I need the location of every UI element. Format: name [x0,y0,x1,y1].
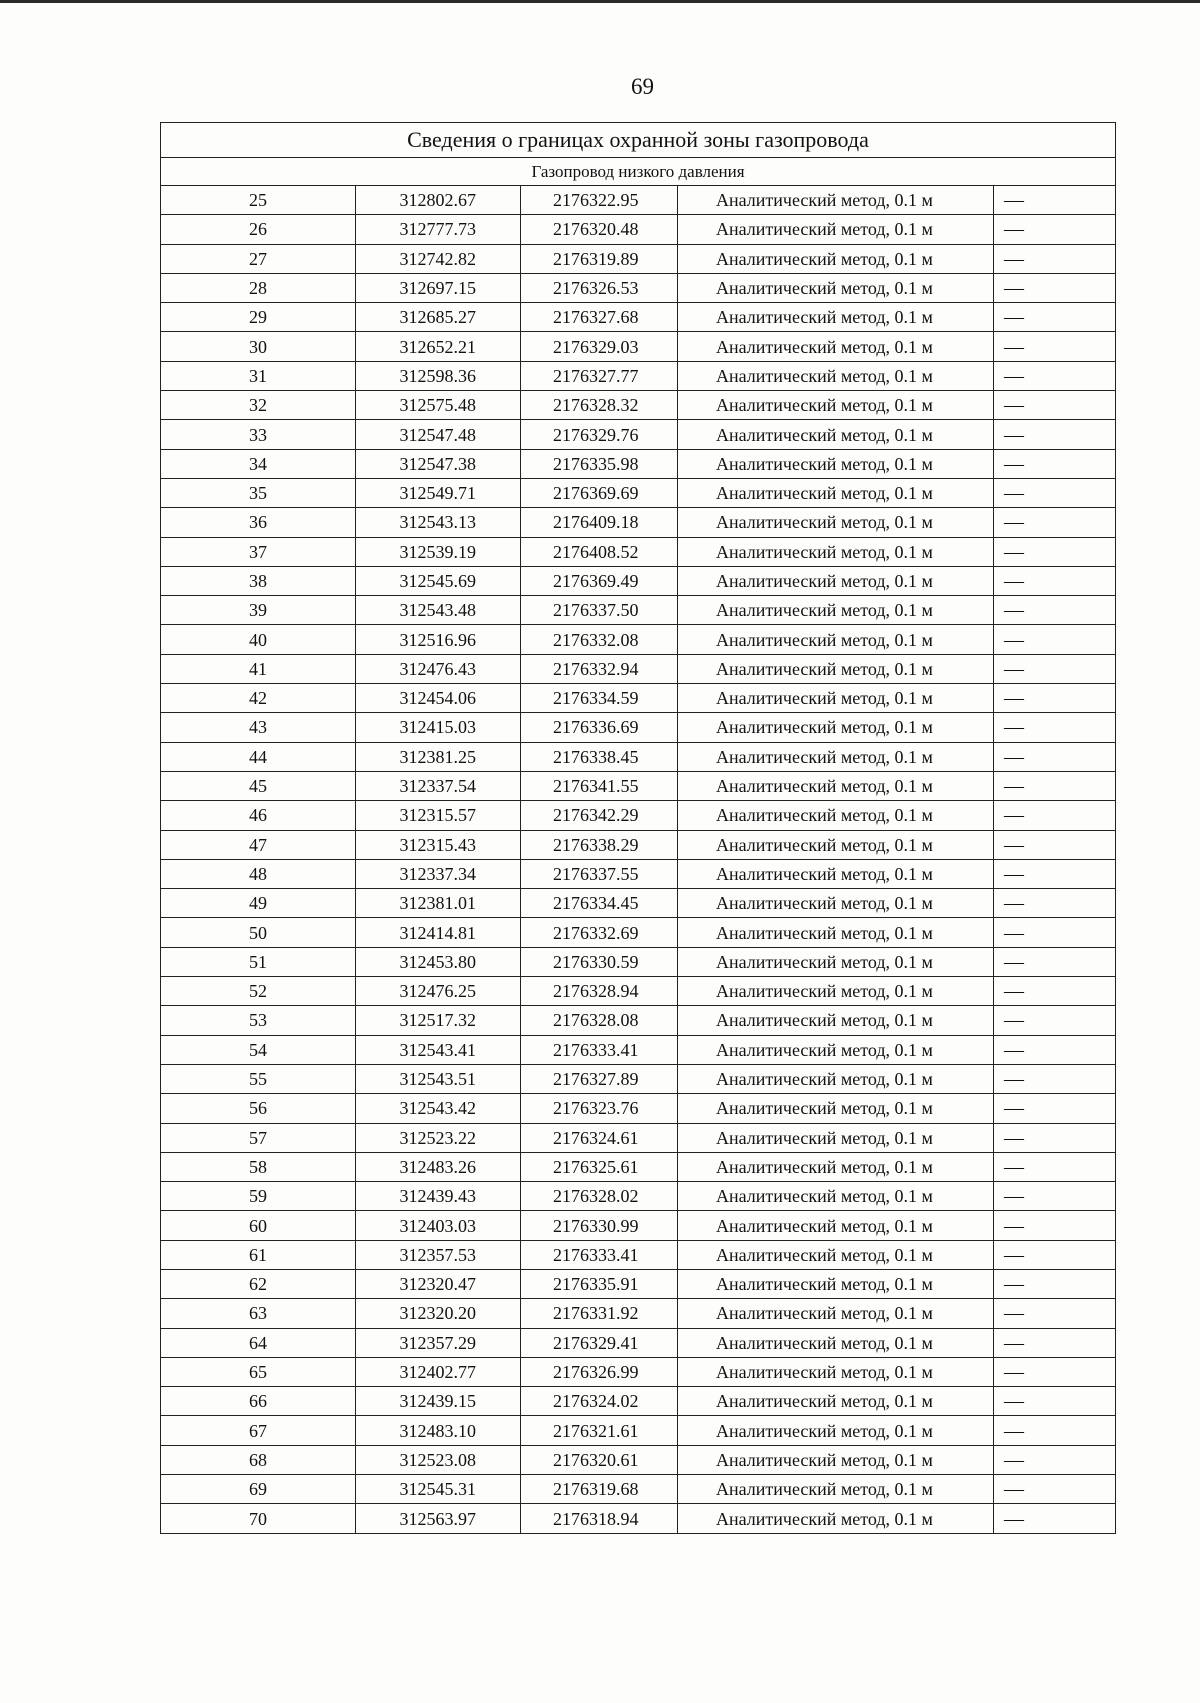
method-cell: Аналитический метод, 0.1 м [678,244,994,273]
coordinate-x-cell: 312454.06 [356,684,521,713]
coordinate-x-cell: 312483.10 [356,1416,521,1445]
description-cell: — [994,215,1116,244]
table-row [161,566,1116,595]
description-cell: — [994,566,1116,595]
coordinate-y-cell: 2176321.61 [521,1416,678,1445]
coordinate-x-cell: 312357.53 [356,1240,521,1269]
table-subtitle-row [161,158,1116,186]
table-row [161,1387,1116,1416]
method-cell: Аналитический метод, 0.1 м [678,1035,994,1064]
coordinate-y-cell: 2176337.55 [521,859,678,888]
coordinate-y-cell: 2176328.08 [521,1006,678,1035]
table-row [161,1094,1116,1123]
description-cell: — [994,1416,1116,1445]
protection-zone-table [160,122,1116,1534]
method-cell: Аналитический метод, 0.1 м [678,918,994,947]
coordinate-x-cell: 312543.13 [356,508,521,537]
coordinate-x-cell: 312545.31 [356,1475,521,1504]
coordinate-x-cell: 312523.08 [356,1445,521,1474]
coordinate-x-cell: 312381.01 [356,889,521,918]
coordinate-y-cell: 2176326.99 [521,1357,678,1386]
coordinate-y-cell: 2176332.94 [521,654,678,683]
coordinate-x-cell: 312337.54 [356,771,521,800]
method-cell: Аналитический метод, 0.1 м [678,449,994,478]
point-number-cell: 36 [161,508,356,537]
table-row [161,1445,1116,1474]
description-cell: — [994,977,1116,1006]
table-row [161,1475,1116,1504]
coordinate-x-cell: 312545.69 [356,566,521,595]
table-row [161,654,1116,683]
description-cell: — [994,1299,1116,1328]
table-row [161,361,1116,390]
method-cell: Аналитический метод, 0.1 м [678,420,994,449]
coordinate-y-cell: 2176333.41 [521,1240,678,1269]
method-cell: Аналитический метод, 0.1 м [678,1299,994,1328]
coordinate-x-cell: 312381.25 [356,742,521,771]
table-row [161,1035,1116,1064]
point-number-cell: 63 [161,1299,356,1328]
method-cell: Аналитический метод, 0.1 м [678,889,994,918]
coordinate-y-cell: 2176320.61 [521,1445,678,1474]
point-number-cell: 53 [161,1006,356,1035]
description-cell: — [994,947,1116,976]
coordinate-x-cell: 312483.26 [356,1152,521,1181]
table-row [161,859,1116,888]
coordinate-y-cell: 2176341.55 [521,771,678,800]
point-number-cell: 44 [161,742,356,771]
table-row [161,1240,1116,1269]
method-cell: Аналитический метод, 0.1 м [678,1475,994,1504]
coordinate-x-cell: 312685.27 [356,303,521,332]
coordinate-y-cell: 2176335.98 [521,449,678,478]
point-number-cell: 30 [161,332,356,361]
table-row [161,713,1116,742]
table-row [161,1328,1116,1357]
description-cell: — [994,801,1116,830]
point-number-cell: 34 [161,449,356,478]
table-row [161,1504,1116,1533]
table-row [161,771,1116,800]
point-number-cell: 61 [161,1240,356,1269]
coordinate-x-cell: 312547.38 [356,449,521,478]
method-cell: Аналитический метод, 0.1 м [678,801,994,830]
coordinate-y-cell: 2176329.03 [521,332,678,361]
point-number-cell: 59 [161,1182,356,1211]
coordinate-x-cell: 312598.36 [356,361,521,390]
coordinate-y-cell: 2176324.02 [521,1387,678,1416]
table-row [161,1357,1116,1386]
coordinate-x-cell: 312320.20 [356,1299,521,1328]
point-number-cell: 62 [161,1269,356,1298]
table-row [161,1006,1116,1035]
description-cell: — [994,537,1116,566]
coordinate-y-cell: 2176320.48 [521,215,678,244]
table-row [161,1269,1116,1298]
description-cell: — [994,303,1116,332]
point-number-cell: 32 [161,391,356,420]
method-cell: Аналитический метод, 0.1 м [678,977,994,1006]
method-cell: Аналитический метод, 0.1 м [678,771,994,800]
table-row [161,684,1116,713]
coordinate-y-cell: 2176332.69 [521,918,678,947]
table-row [161,508,1116,537]
table-row [161,186,1116,215]
coordinate-x-cell: 312563.97 [356,1504,521,1533]
coordinate-y-cell: 2176338.45 [521,742,678,771]
table-row [161,596,1116,625]
point-number-cell: 48 [161,859,356,888]
method-cell: Аналитический метод, 0.1 м [678,303,994,332]
coordinate-x-cell: 312476.25 [356,977,521,1006]
coordinate-y-cell: 2176336.69 [521,713,678,742]
description-cell: — [994,625,1116,654]
page-number: 69 [631,74,654,99]
description-cell: — [994,1006,1116,1035]
coordinate-y-cell: 2176330.59 [521,947,678,976]
table-row [161,1152,1116,1181]
method-cell: Аналитический метод, 0.1 м [678,713,994,742]
table-row [161,332,1116,361]
point-number-cell: 27 [161,244,356,273]
coordinate-x-cell: 312777.73 [356,215,521,244]
method-cell: Аналитический метод, 0.1 м [678,859,994,888]
point-number-cell: 31 [161,361,356,390]
method-cell: Аналитический метод, 0.1 м [678,332,994,361]
coordinate-y-cell: 2176319.68 [521,1475,678,1504]
point-number-cell: 65 [161,1357,356,1386]
point-number-cell: 69 [161,1475,356,1504]
description-cell: — [994,361,1116,390]
description-cell: — [994,684,1116,713]
point-number-cell: 45 [161,771,356,800]
point-number-cell: 28 [161,273,356,302]
method-cell: Аналитический метод, 0.1 м [678,947,994,976]
point-number-cell: 50 [161,918,356,947]
coordinate-x-cell: 312476.43 [356,654,521,683]
method-cell: Аналитический метод, 0.1 м [678,1328,994,1357]
coordinate-y-cell: 2176330.99 [521,1211,678,1240]
table-row [161,1211,1116,1240]
coordinate-x-cell: 312403.03 [356,1211,521,1240]
coordinate-y-cell: 2176334.59 [521,684,678,713]
description-cell: — [994,654,1116,683]
point-number-cell: 51 [161,947,356,976]
point-number-cell: 37 [161,537,356,566]
point-number-cell: 58 [161,1152,356,1181]
description-cell: — [994,1152,1116,1181]
description-cell: — [994,1064,1116,1093]
table-row [161,1299,1116,1328]
coordinate-x-cell: 312543.42 [356,1094,521,1123]
coordinate-y-cell: 2176327.89 [521,1064,678,1093]
point-number-cell: 39 [161,596,356,625]
coordinate-y-cell: 2176328.32 [521,391,678,420]
method-cell: Аналитический метод, 0.1 м [678,1269,994,1298]
table-row [161,1182,1116,1211]
method-cell: Аналитический метод, 0.1 м [678,596,994,625]
point-number-cell: 54 [161,1035,356,1064]
coordinate-y-cell: 2176332.08 [521,625,678,654]
coordinate-x-cell: 312337.34 [356,859,521,888]
table-title-row [161,123,1116,158]
coordinate-y-cell: 2176328.02 [521,1182,678,1211]
table-row [161,215,1116,244]
table-row [161,1416,1116,1445]
point-number-cell: 56 [161,1094,356,1123]
description-cell: — [994,1357,1116,1386]
point-number-cell: 64 [161,1328,356,1357]
point-number-cell: 38 [161,566,356,595]
description-cell: — [994,713,1116,742]
description-cell: — [994,889,1116,918]
coordinate-x-cell: 312402.77 [356,1357,521,1386]
coordinate-y-cell: 2176327.77 [521,361,678,390]
coordinate-y-cell: 2176331.92 [521,1299,678,1328]
table-row [161,830,1116,859]
coordinate-x-cell: 312543.41 [356,1035,521,1064]
coordinate-y-cell: 2176369.49 [521,566,678,595]
method-cell: Аналитический метод, 0.1 м [678,566,994,595]
coordinate-y-cell: 2176329.41 [521,1328,678,1357]
method-cell: Аналитический метод, 0.1 м [678,1211,994,1240]
method-cell: Аналитический метод, 0.1 м [678,1123,994,1152]
coordinate-x-cell: 312652.21 [356,332,521,361]
point-number-cell: 29 [161,303,356,332]
method-cell: Аналитический метод, 0.1 м [678,654,994,683]
method-cell: Аналитический метод, 0.1 м [678,508,994,537]
method-cell: Аналитический метод, 0.1 м [678,537,994,566]
description-cell: — [994,1182,1116,1211]
method-cell: Аналитический метод, 0.1 м [678,1357,994,1386]
coordinate-y-cell: 2176334.45 [521,889,678,918]
coordinate-x-cell: 312697.15 [356,273,521,302]
point-number-cell: 57 [161,1123,356,1152]
coordinate-x-cell: 312439.15 [356,1387,521,1416]
table-row [161,742,1116,771]
coordinate-y-cell: 2176338.29 [521,830,678,859]
point-number-cell: 41 [161,654,356,683]
description-cell: — [994,478,1116,507]
method-cell: Аналитический метод, 0.1 м [678,1152,994,1181]
coordinate-y-cell: 2176328.94 [521,977,678,1006]
table-row [161,273,1116,302]
point-number-cell: 49 [161,889,356,918]
method-cell: Аналитический метод, 0.1 м [678,1387,994,1416]
table-row [161,244,1116,273]
description-cell: — [994,1123,1116,1152]
method-cell: Аналитический метод, 0.1 м [678,273,994,302]
table-row [161,801,1116,830]
point-number-cell: 66 [161,1387,356,1416]
coordinate-y-cell: 2176322.95 [521,186,678,215]
description-cell: — [994,1387,1116,1416]
table-row [161,1064,1116,1093]
method-cell: Аналитический метод, 0.1 м [678,215,994,244]
description-cell: — [994,391,1116,420]
method-cell: Аналитический метод, 0.1 м [678,1445,994,1474]
coordinate-y-cell: 2176323.76 [521,1094,678,1123]
method-cell: Аналитический метод, 0.1 м [678,1504,994,1533]
coordinate-y-cell: 2176342.29 [521,801,678,830]
method-cell: Аналитический метод, 0.1 м [678,478,994,507]
method-cell: Аналитический метод, 0.1 м [678,1064,994,1093]
coordinate-y-cell: 2176319.89 [521,244,678,273]
coordinate-y-cell: 2176318.94 [521,1504,678,1533]
table-row [161,947,1116,976]
table-row [161,625,1116,654]
table-row [161,977,1116,1006]
description-cell: — [994,1504,1116,1533]
coordinate-x-cell: 312742.82 [356,244,521,273]
description-cell: — [994,1240,1116,1269]
point-number-cell: 42 [161,684,356,713]
description-cell: — [994,1475,1116,1504]
description-cell: — [994,1445,1116,1474]
table-row [161,449,1116,478]
coordinate-y-cell: 2176327.68 [521,303,678,332]
coordinate-x-cell: 312575.48 [356,391,521,420]
method-cell: Аналитический метод, 0.1 м [678,1094,994,1123]
description-cell: — [994,830,1116,859]
description-cell: — [994,273,1116,302]
coordinate-x-cell: 312516.96 [356,625,521,654]
table-row [161,889,1116,918]
coordinate-y-cell: 2176409.18 [521,508,678,537]
description-cell: — [994,859,1116,888]
description-cell: — [994,742,1116,771]
table-row [161,1123,1116,1152]
point-number-cell: 25 [161,186,356,215]
method-cell: Аналитический метод, 0.1 м [678,186,994,215]
coordinate-x-cell: 312543.51 [356,1064,521,1093]
point-number-cell: 40 [161,625,356,654]
table-title: Сведения о границах охранной зоны газопровода [161,123,1116,158]
description-cell: — [994,186,1116,215]
method-cell: Аналитический метод, 0.1 м [678,1182,994,1211]
point-number-cell: 52 [161,977,356,1006]
description-cell: — [994,508,1116,537]
method-cell: Аналитический метод, 0.1 м [678,830,994,859]
method-cell: Аналитический метод, 0.1 м [678,361,994,390]
coordinate-x-cell: 312802.67 [356,186,521,215]
coordinate-x-cell: 312439.43 [356,1182,521,1211]
method-cell: Аналитический метод, 0.1 м [678,1240,994,1269]
coordinate-y-cell: 2176329.76 [521,420,678,449]
method-cell: Аналитический метод, 0.1 м [678,684,994,713]
table-row [161,918,1116,947]
description-cell: — [994,918,1116,947]
description-cell: — [994,332,1116,361]
table-body [161,123,1116,1534]
coordinate-x-cell: 312517.32 [356,1006,521,1035]
description-cell: — [994,596,1116,625]
coordinate-y-cell: 2176335.91 [521,1269,678,1298]
description-cell: — [994,449,1116,478]
point-number-cell: 68 [161,1445,356,1474]
coordinate-x-cell: 312415.03 [356,713,521,742]
coordinate-x-cell: 312547.48 [356,420,521,449]
method-cell: Аналитический метод, 0.1 м [678,625,994,654]
coordinate-y-cell: 2176337.50 [521,596,678,625]
description-cell: — [994,1211,1116,1240]
table-row [161,478,1116,507]
point-number-cell: 60 [161,1211,356,1240]
point-number-cell: 67 [161,1416,356,1445]
description-cell: — [994,244,1116,273]
coordinate-x-cell: 312315.57 [356,801,521,830]
coordinate-y-cell: 2176324.61 [521,1123,678,1152]
coordinate-y-cell: 2176408.52 [521,537,678,566]
point-number-cell: 43 [161,713,356,742]
description-cell: — [994,1269,1116,1298]
table-row [161,537,1116,566]
scan-top-edge [0,0,1200,3]
description-cell: — [994,420,1116,449]
description-cell: — [994,1328,1116,1357]
coordinate-x-cell: 312549.71 [356,478,521,507]
coordinate-y-cell: 2176326.53 [521,273,678,302]
coordinate-x-cell: 312414.81 [356,918,521,947]
point-number-cell: 35 [161,478,356,507]
point-number-cell: 26 [161,215,356,244]
coordinate-x-cell: 312523.22 [356,1123,521,1152]
point-number-cell: 46 [161,801,356,830]
coordinate-y-cell: 2176325.61 [521,1152,678,1181]
method-cell: Аналитический метод, 0.1 м [678,1006,994,1035]
table-subtitle: Газопровод низкого давления [161,158,1116,186]
description-cell: — [994,1035,1116,1064]
coordinate-y-cell: 2176333.41 [521,1035,678,1064]
method-cell: Аналитический метод, 0.1 м [678,1416,994,1445]
description-cell: — [994,1094,1116,1123]
table-row [161,420,1116,449]
method-cell: Аналитический метод, 0.1 м [678,742,994,771]
coordinate-x-cell: 312320.47 [356,1269,521,1298]
description-cell: — [994,771,1116,800]
method-cell: Аналитический метод, 0.1 м [678,391,994,420]
table-row [161,303,1116,332]
coordinate-x-cell: 312543.48 [356,596,521,625]
coordinate-y-cell: 2176369.69 [521,478,678,507]
coordinate-x-cell: 312315.43 [356,830,521,859]
point-number-cell: 70 [161,1504,356,1533]
point-number-cell: 47 [161,830,356,859]
point-number-cell: 33 [161,420,356,449]
coordinate-x-cell: 312453.80 [356,947,521,976]
table-row [161,391,1116,420]
point-number-cell: 55 [161,1064,356,1093]
coordinate-x-cell: 312357.29 [356,1328,521,1357]
coordinate-x-cell: 312539.19 [356,537,521,566]
